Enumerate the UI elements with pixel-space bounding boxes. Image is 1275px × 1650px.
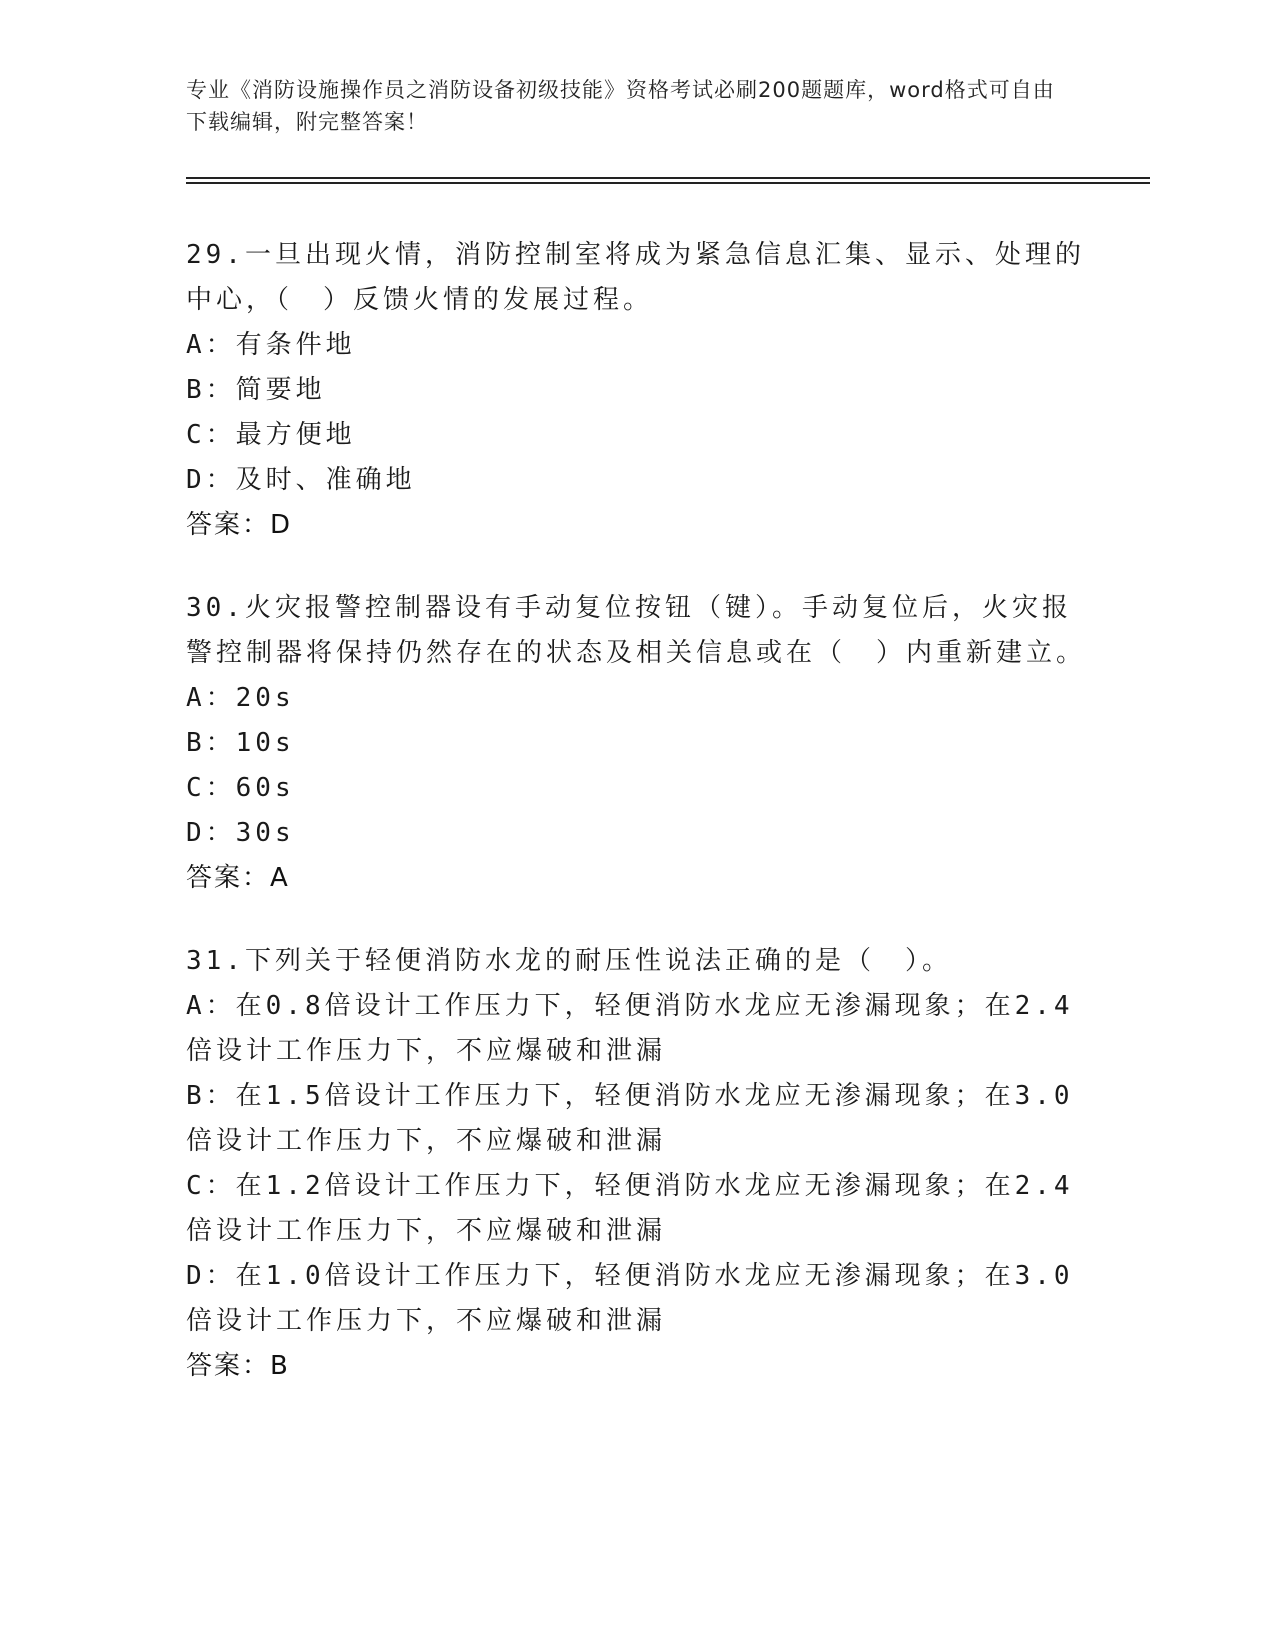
question-31 xyxy=(186,939,1086,1389)
option-b: B：简要地 xyxy=(186,375,326,405)
question-list xyxy=(186,233,1086,1427)
option-a: A：有条件地 xyxy=(186,330,356,360)
question-text: 30.火灾报警控制器设有手动复位按钮（键）。手动复位后，火灾报警控制器将保持仍然存在的状态及相关信息或在（ ）内重新建立。 xyxy=(186,593,1087,668)
header-divider-bottom xyxy=(186,182,1150,184)
option-c: C：60s xyxy=(186,773,295,803)
option-a: A：20s xyxy=(186,683,295,713)
option-c: C：最方便地 xyxy=(186,420,356,450)
option-b: B：10s xyxy=(186,728,295,758)
option-a: A：在0.8倍设计工作压力下，轻便消防水龙应无渗漏现象；在2.4倍设计工作压力下，不应爆破和泄漏 xyxy=(186,991,1074,1066)
question-text: 31.下列关于轻便消防水龙的耐压性说法正确的是（ ）。 xyxy=(186,946,952,976)
question-29 xyxy=(186,233,1086,548)
answer: 答案：B xyxy=(186,1351,290,1381)
answer: 答案：D xyxy=(186,510,293,540)
question-text: 29.一旦出现火情，消防控制室将成为紧急信息汇集、显示、处理的中心，（ ）反馈火情的发展过程。 xyxy=(186,240,1085,315)
option-d: D：30s xyxy=(186,818,295,848)
option-d: D：及时、准确地 xyxy=(186,465,416,495)
option-d: D：在1.0倍设计工作压力下，轻便消防水龙应无渗漏现象；在3.0倍设计工作压力下，不应爆破和泄漏 xyxy=(186,1261,1074,1336)
answer: 答案：A xyxy=(186,863,290,893)
question-30 xyxy=(186,586,1086,901)
header-divider-top xyxy=(186,177,1150,179)
option-c: C：在1.2倍设计工作压力下，轻便消防水龙应无渗漏现象；在2.4倍设计工作压力下，不应爆破和泄漏 xyxy=(186,1171,1074,1246)
page-header: 专业《消防设施操作员之消防设备初级技能》资格考试必刷200题题库，word格式可自由下载编辑，附完整答案！ xyxy=(186,78,1055,134)
option-b: B：在1.5倍设计工作压力下，轻便消防水龙应无渗漏现象；在3.0倍设计工作压力下，不应爆破和泄漏 xyxy=(186,1081,1074,1156)
